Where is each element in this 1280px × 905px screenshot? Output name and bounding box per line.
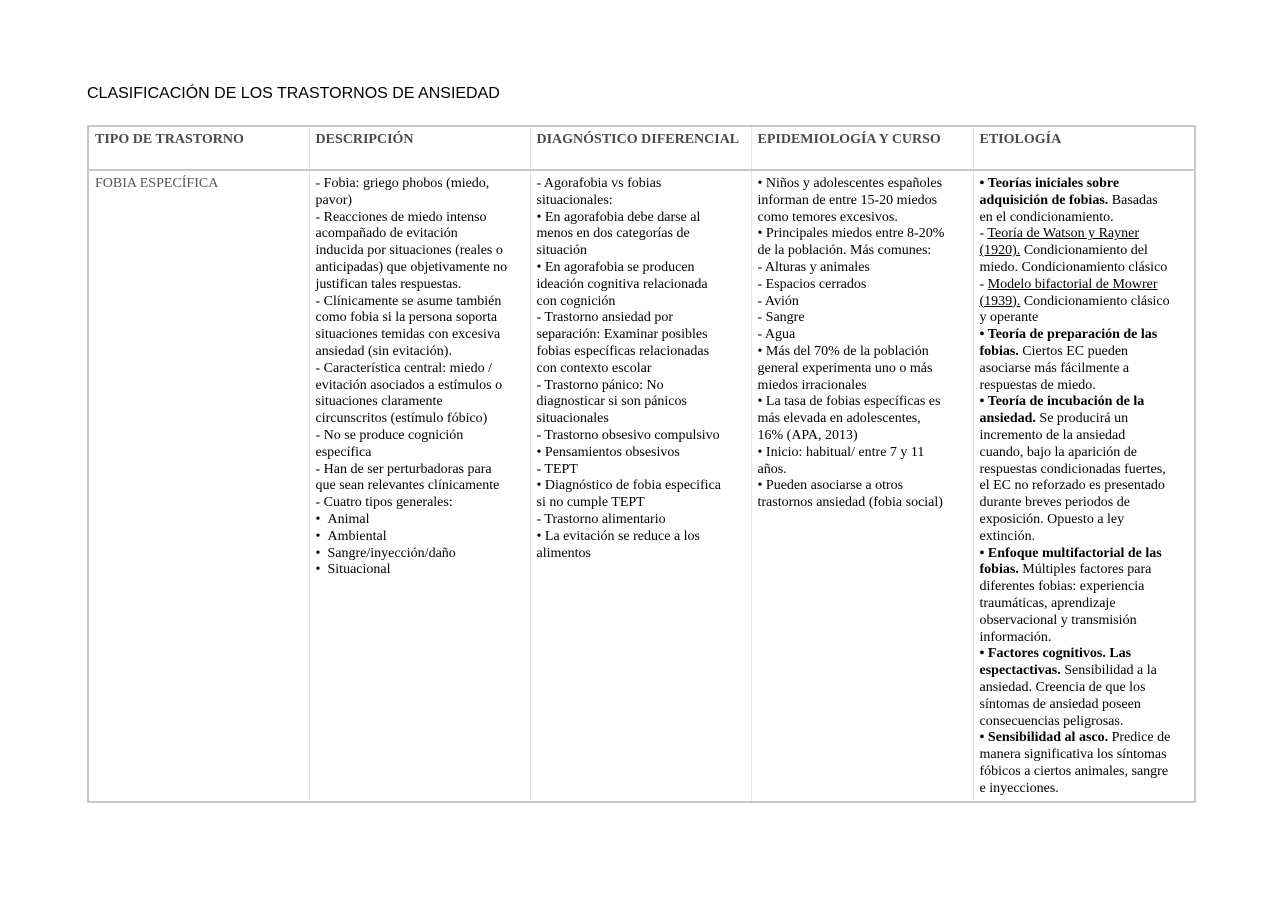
descripcion-line: acompañado de evitación [315, 226, 458, 242]
etiologia-line: espectactivas. Sensibilidad a la [979, 663, 1157, 679]
table-row [88, 170, 1195, 802]
diagnostico-line: • Pensamientos obsesivos [536, 444, 680, 460]
etiologia-line: extinción. [979, 528, 1036, 544]
epidemiologia-line: - Avión [757, 293, 799, 309]
etiologia-line: miedo. Condicionamiento clásico [979, 259, 1168, 275]
etiologia-line: traumáticas, aprendizaje [979, 595, 1116, 611]
etiologia-line: • Teoría de incubación de la [979, 394, 1145, 410]
diagnostico-line: - Agorafobia vs fobias [536, 176, 662, 191]
epidemiologia-line: 16% (APA, 2013) [757, 427, 858, 443]
etiologia-line: información. [979, 629, 1052, 645]
etiologia-line: incremento de la ansiedad [979, 427, 1126, 443]
descripcion-line: - Han de ser perturbadoras para [315, 461, 492, 477]
descripcion-line: justifican tales respuestas. [315, 276, 462, 292]
etiologia-line: respuestas de miedo. [979, 377, 1096, 393]
epidemiologia-line: informan de entre 15-20 miedos [757, 192, 938, 208]
cell-diagnostico [530, 170, 751, 802]
diagnostico-line: situacionales [536, 411, 609, 427]
etiologia-line: fobias. Ciertos EC pueden [979, 343, 1129, 359]
diagnostico-line: ideación cognitiva relacionada [536, 276, 708, 292]
etiologia-line: ansiedad. Creencia de que los [979, 679, 1146, 695]
epidemiologia-line: • Más del 70% de la población [757, 343, 929, 359]
phobia-type-label: Ambiental [327, 528, 387, 544]
epidemiologia-line: de la población. Más comunes: [757, 243, 932, 259]
diagnostico-line: - Trastorno obsesivo compulsivo [536, 427, 720, 443]
etiologia-line: observacional y transmisión [979, 612, 1137, 628]
etiologia-line: asociarse más fácilmente a [979, 360, 1130, 376]
descripcion-line: como fobia si la persona soporta [315, 310, 498, 326]
diagnostico-line: • En agorafobia debe darse al [536, 209, 701, 225]
etiologia-line: • Teoría de preparación de las [979, 327, 1158, 343]
etiologia-line: (1920). Condicionamiento del [979, 243, 1148, 259]
cell-tipo [88, 170, 309, 802]
etiologia-line: durante breves periodos de [979, 495, 1130, 511]
table-header-row [88, 126, 1195, 170]
header-etiologia: ETIOLOGÍA [973, 126, 1195, 170]
epidemiologia-line: trastornos ansiedad (fobia social) [757, 495, 943, 511]
document-title: CLASIFICACIÓN DE LOS TRASTORNOS DE ANSIEDAD [87, 85, 500, 102]
diagnostico-line: separación: Examinar posibles [536, 327, 708, 343]
diagnostico-line: fobias específicas relacionadas [536, 343, 710, 359]
etiologia-line: cuando, bajo la aparición de [979, 444, 1137, 460]
phobia-type-label: Sangre/inyección/daño [327, 545, 456, 561]
etiologia-line: exposición. Opuesto a ley [979, 511, 1125, 527]
header-tipo: TIPO DE TRASTORNO [88, 126, 309, 170]
header-epidemiologia: EPIDEMIOLOGÍA Y CURSO [751, 126, 973, 170]
etiologia-line: el EC no reforzado es presentado [979, 478, 1165, 494]
bullet-icon: • [315, 562, 321, 578]
descripcion-line: evitación asociados a estímulos o [315, 377, 503, 393]
diagnostico-line: si no cumple TEPT [536, 495, 645, 511]
diagnostico-line: alimentos [536, 545, 591, 561]
bullet-icon: • [315, 511, 321, 527]
diagnostico-line: con contexto escolar [536, 360, 652, 376]
diagnostico-lines [537, 176, 746, 562]
diagnostico-line: situacionales: [536, 192, 613, 208]
etiologia-line: - Teoría de Watson y Rayner [979, 226, 1140, 242]
diagnostico-line: - Trastorno alimentario [536, 511, 666, 527]
etiologia-line: consecuencias peligrosas. [979, 713, 1124, 729]
diagnostico-line: menos en dos categorías de [536, 226, 690, 242]
diagnostico-line: - Trastorno ansiedad por [536, 310, 673, 326]
epidemiologia-line: • Principales miedos entre 8-20% [757, 226, 945, 242]
etiologia-line: • Factores cognitivos. Las [979, 646, 1132, 662]
epidemiologia-lines [758, 176, 968, 512]
mowrer-reference: Modelo bifactorial de Mowrer [987, 276, 1158, 292]
header-diagnostico: DIAGNÓSTICO DIFERENCIAL [530, 126, 751, 170]
etiologia-line: (1939). Condicionamiento clásico [979, 293, 1170, 309]
descripcion-line: inducida por situaciones (reales o [315, 243, 503, 259]
descripcion-line: anticipadas) que objetivamente no [315, 259, 508, 275]
cell-descripcion [309, 170, 530, 802]
watson-rayner-reference: Teoría de Watson y Rayner [987, 226, 1140, 242]
etiologia-line: diferentes fobias: experiencia [979, 579, 1145, 595]
epidemiologia-line: general experimenta uno o más [757, 360, 933, 376]
descripcion-line: circunscritos (estímulo fóbico) [315, 411, 488, 427]
diagnostico-line: • En agorafobia se producen [536, 259, 695, 275]
epidemiologia-line: - Sangre [757, 310, 805, 326]
descripcion-line: - Reacciones de miedo intenso [315, 209, 487, 225]
diagnostico-line: situación [536, 243, 588, 259]
anxiety-disorders-table [87, 125, 1196, 803]
descripcion-line: - Característica central: miedo / [315, 360, 492, 376]
descripcion-lines [316, 176, 525, 512]
epidemiologia-line: • Inicio: habitual/ entre 7 y 11 [757, 444, 925, 460]
etiologia-line: • Sensibilidad al asco. Predice de [979, 730, 1171, 746]
etiologia-line: manera significativa los síntomas [979, 747, 1167, 763]
diagnostico-line: • Diagnóstico de fobia especifica [536, 478, 721, 494]
phobia-type-item [316, 562, 525, 579]
diagnostico-line: - Trastorno pánico: No [536, 377, 664, 393]
epidemiologia-line: como temores excesivos. [757, 209, 898, 225]
etiologia-line: fóbicos a ciertos animales, sangre [979, 763, 1169, 779]
bullet-icon: • [315, 545, 321, 561]
etiologia-line: síntomas de ansiedad poseen [979, 696, 1141, 712]
epidemiologia-line: - Espacios cerrados [757, 276, 867, 292]
diagnostico-line: • La evitación se reduce a los [536, 528, 700, 544]
etiologia-line: respuestas condicionadas fuertes, [979, 461, 1166, 477]
bullet-icon: • [315, 528, 321, 544]
cell-epidemiologia [751, 170, 973, 802]
descripcion-line: - Cuatro tipos generales: [315, 495, 453, 511]
etiologia-line: • Enfoque multifactorial de las [979, 545, 1162, 561]
phobia-type-label: Situacional [327, 562, 391, 578]
cell-etiologia [973, 170, 1195, 802]
header-descripcion: DESCRIPCIÓN [309, 126, 530, 170]
epidemiologia-line: - Alturas y animales [757, 259, 870, 275]
descripcion-line: - Fobia: griego phobos (miedo, [315, 176, 490, 191]
descripcion-line: situaciones temidas con excesiva [315, 327, 501, 343]
descripcion-line: específica [315, 444, 372, 460]
etiologia-line: e inyecciones. [979, 780, 1059, 796]
descripcion-line: - No se produce cognición [315, 427, 464, 443]
diagnostico-line: - TEPT [536, 461, 578, 477]
phobia-type-item [316, 512, 525, 529]
diagnostico-line: con cognición [536, 293, 616, 309]
epidemiologia-line: miedos irracionales [757, 377, 867, 393]
epidemiologia-line: - Agua [757, 327, 796, 343]
descripcion-line: ansiedad (sin evitación). [315, 343, 452, 359]
etiologia-line: y operante [979, 310, 1039, 326]
etiologia-line: fobias. Múltiples factores para [979, 562, 1152, 578]
phobia-type-item [316, 529, 525, 546]
epidemiologia-line: • Niños y adolescentes españoles [757, 176, 943, 191]
etiologia-line: en el condicionamiento. [979, 209, 1114, 225]
descripcion-line: que sean relevantes clínicamente [315, 478, 500, 494]
epidemiologia-line: más elevada en adolescentes, [757, 411, 921, 427]
descripcion-line: situaciones claramente [315, 394, 443, 410]
etiologia-line: • Teorías iniciales sobre [979, 176, 1120, 191]
etiologia-line: ansiedad. Se producirá un [979, 411, 1129, 427]
phobia-type-label: Animal [327, 511, 370, 527]
epidemiologia-line: • Pueden asociarse a otros [757, 478, 904, 494]
descripcion-line: - Clínicamente se asume también [315, 293, 502, 309]
disorder-type: FOBIA ESPECÍFICA [95, 176, 219, 191]
epidemiologia-line: • La tasa de fobias específicas es [757, 394, 941, 410]
epidemiologia-line: años. [757, 461, 787, 477]
etiologia-line: - Modelo bifactorial de Mowrer [979, 276, 1158, 292]
phobia-type-item [316, 546, 525, 563]
diagnostico-line: diagnosticar si son pánicos [536, 394, 687, 410]
descripcion-line: pavor) [315, 192, 353, 208]
phobia-types-list [316, 512, 525, 579]
etiologia-line: adquisición de fobias. Basadas [979, 192, 1158, 208]
